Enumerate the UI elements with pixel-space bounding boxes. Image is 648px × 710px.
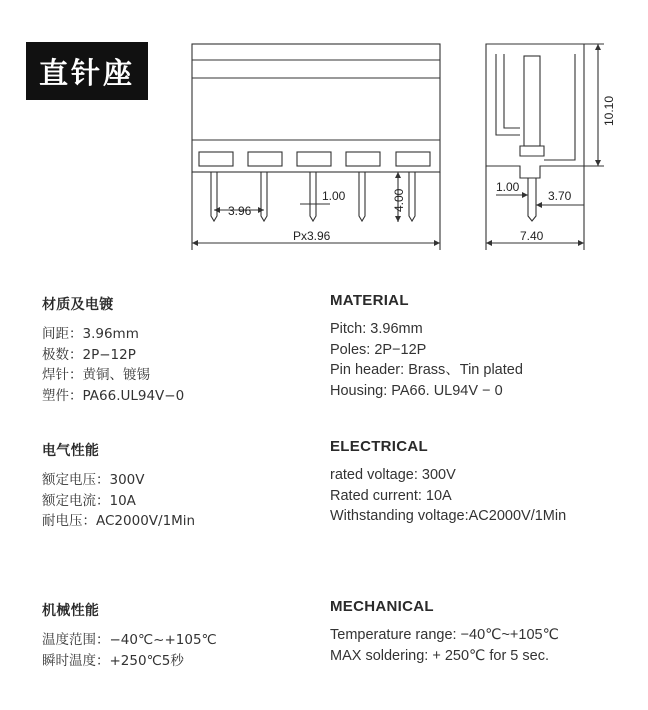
pin: [359, 172, 365, 221]
mechanical-en-line: Temperature range: −40℃~+105℃: [330, 627, 559, 643]
title-badge: 直针座: [26, 42, 148, 100]
dim-pitch: 3.96: [228, 204, 252, 218]
pin-slot: [346, 152, 380, 166]
technical-drawing: [0, 0, 648, 270]
mechanical-cn-title: 机械性能: [42, 603, 100, 619]
pin: [261, 172, 267, 221]
side-pin: [524, 56, 540, 146]
dim-pin-width: 1.00: [322, 189, 346, 203]
pin: [409, 172, 415, 221]
mechanical-en-title: MECHANICAL: [330, 598, 434, 615]
material-en-line: Pitch: 3.96mm: [330, 321, 423, 337]
electrical-en-line: Rated current: 10A: [330, 487, 452, 504]
material-cn-line: 塑件：PA66.UL94V−0: [42, 387, 185, 404]
electrical-cn-line: 额定电压：300V: [42, 472, 145, 488]
dim-side-pin: 1.00: [496, 180, 520, 194]
material-cn-title: 材质及电镀: [42, 297, 114, 313]
mechanical-cn-line: 温度范围：−40℃~+105℃: [42, 632, 217, 648]
electrical-en: [330, 438, 566, 527]
mechanical-cn-line: 瞬时温度：+250℃5秒: [42, 652, 184, 669]
material-en-line: Poles: 2P−12P: [330, 341, 427, 358]
mechanical-en: [330, 598, 559, 666]
electrical-cn: [42, 440, 195, 532]
electrical-en-line: rated voltage: 300V: [330, 467, 456, 483]
side-view: [486, 44, 604, 250]
electrical-cn-title: 电气性能: [42, 443, 100, 459]
side-outline: [486, 44, 584, 178]
pin-slot: [248, 152, 282, 166]
pin-slot: [297, 152, 331, 166]
material-en-title: MATERIAL: [330, 292, 409, 309]
pin: [310, 172, 316, 221]
material-en-line: Pin header: Brass、Tin plated: [330, 362, 523, 378]
front-view: [192, 44, 440, 250]
pin-slot: [396, 152, 430, 166]
material-en: [330, 292, 523, 401]
pin-slot: [199, 152, 233, 166]
material-cn-line: 极数：2P−12P: [42, 346, 136, 363]
dim-height: 10.10: [602, 95, 616, 126]
material-cn-line: 间距：3.96mm: [42, 326, 139, 342]
mechanical-en-line: MAX soldering: + 250℃ for 5 sec.: [330, 647, 549, 664]
electrical-en-line: Withstanding voltage:AC2000V/1Min: [330, 508, 567, 524]
electrical-cn-line: 额定电流：10A: [42, 492, 136, 509]
housing-outline: [192, 44, 440, 172]
electrical-en-title: ELECTRICAL: [330, 438, 428, 455]
side-pin-tail: [528, 178, 536, 221]
electrical-cn-line: 耐电压：AC2000V/1Min: [42, 513, 196, 529]
dim-depth: 7.40: [520, 229, 544, 243]
mechanical-cn: [42, 600, 217, 671]
material-cn-line: 焊针：黄铜、镀锡: [42, 367, 150, 383]
pin: [211, 172, 217, 221]
material-en-line: Housing: PA66. UL94V − 0: [330, 382, 503, 399]
dim-side-offset: 3.70: [548, 189, 572, 203]
material-cn: [42, 294, 184, 406]
dim-pin-length: 4.00: [392, 188, 406, 212]
dim-total: Px3.96: [293, 229, 331, 243]
